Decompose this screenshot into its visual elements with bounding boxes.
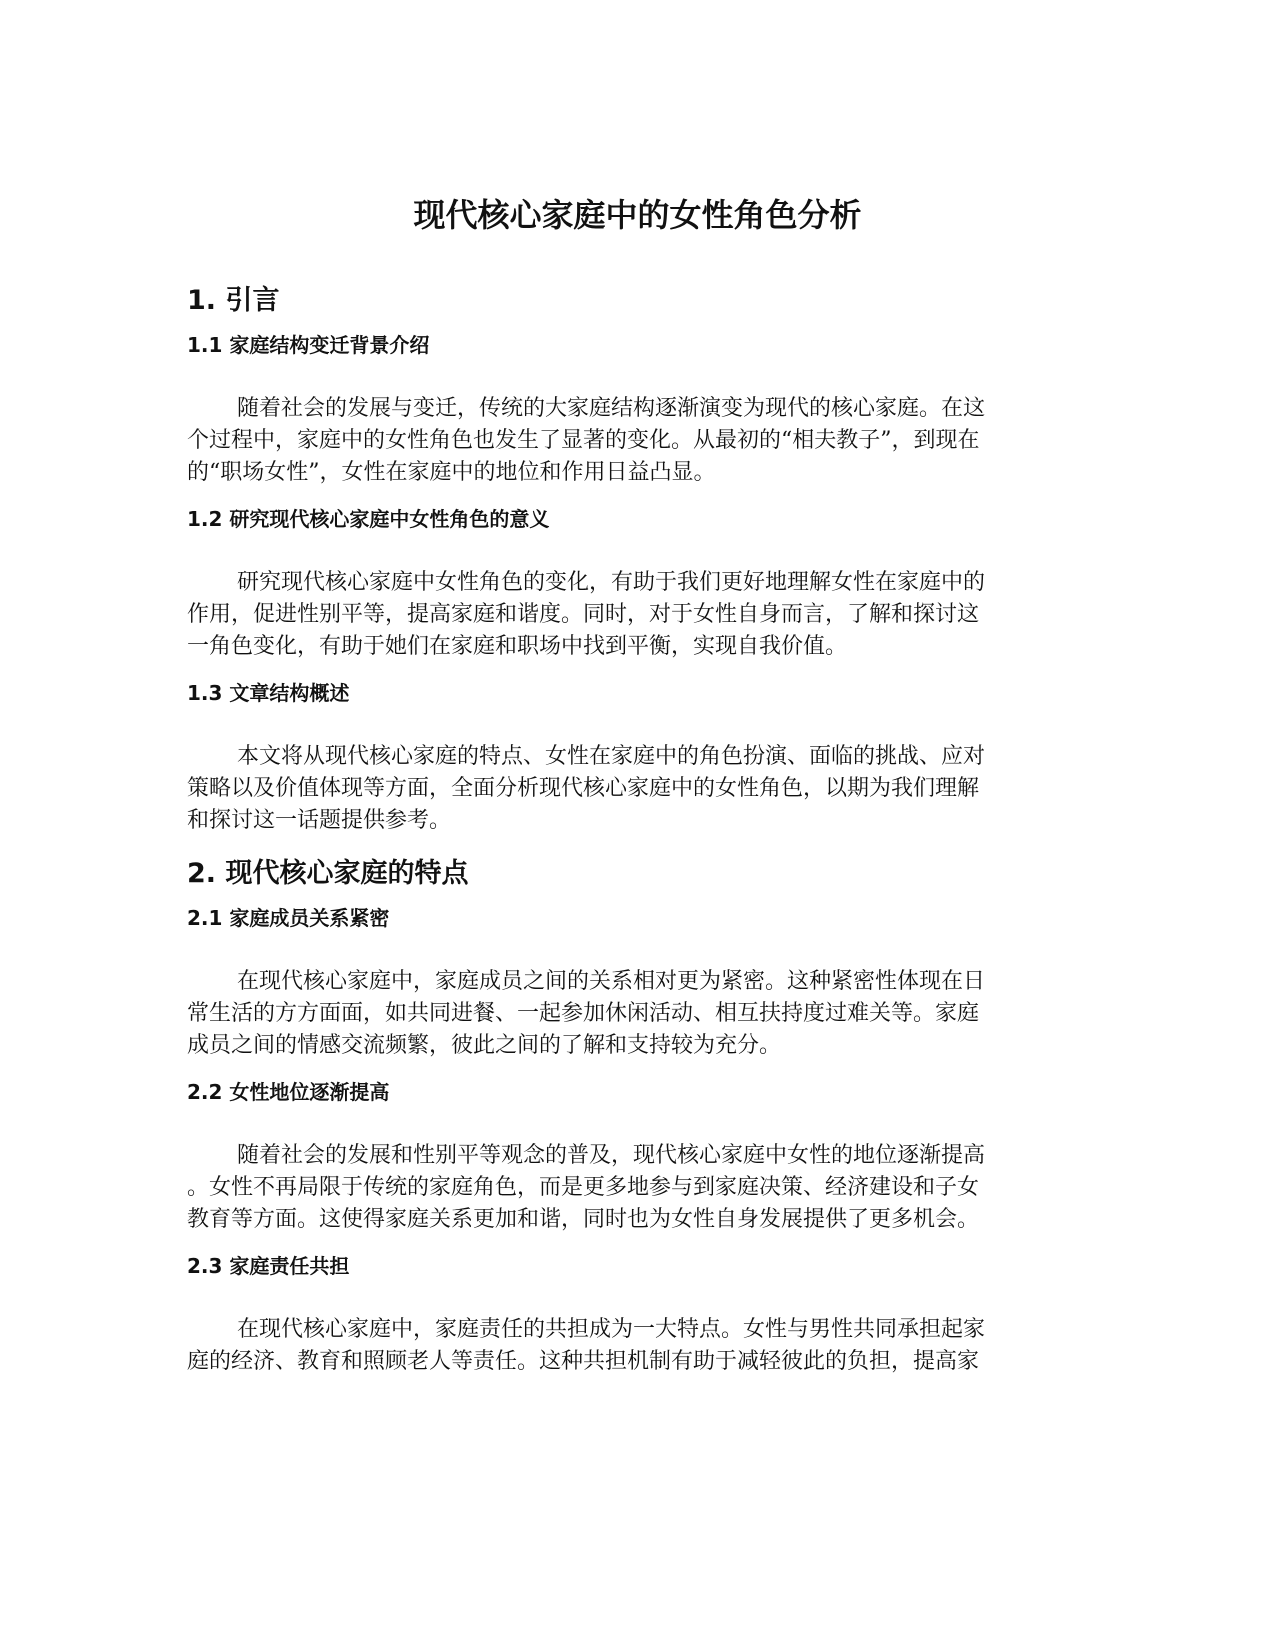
section-heading: 1. 引言	[187, 285, 280, 316]
paragraph	[187, 567, 1082, 663]
paragraph-line: 在现代核心家庭中，家庭责任的共担成为一大特点。女性与男性共同承担起家	[237, 1317, 986, 1342]
paragraph-line: 和探讨这一话题提供参考。	[187, 808, 452, 833]
subsection-heading: 1.3 文章结构概述	[187, 681, 350, 705]
paragraph-line: 在现代核心家庭中，家庭成员之间的关系相对更为紧密。这种紧密性体现在日	[237, 969, 986, 994]
subsection-heading: 1.2 研究现代核心家庭中女性角色的意义	[187, 507, 550, 531]
paragraph-line: 成员之间的情感交流频繁，彼此之间的了解和支持较为充分。	[187, 1033, 782, 1058]
subsection-heading: 2.3 家庭责任共担	[187, 1254, 350, 1278]
paragraph-line: 常生活的方方面面，如共同进餐、一起参加休闲活动、相互扶持度过难关等。家庭	[187, 1001, 980, 1026]
paragraph	[187, 1140, 1082, 1236]
paragraph-line: 策略以及价值体现等方面，全面分析现代核心家庭中的女性角色，以期为我们理解	[187, 776, 980, 801]
paragraph-line: 随着社会的发展与变迁，传统的大家庭结构逐渐演变为现代的核心家庭。在这	[237, 396, 986, 421]
paragraph-line: 研究现代核心家庭中女性角色的变化，有助于我们更好地理解女性在家庭中的	[237, 570, 986, 595]
subsection-heading: 1.1 家庭结构变迁背景介绍	[187, 333, 430, 357]
paragraph	[187, 741, 1082, 837]
paragraph	[187, 966, 1082, 1062]
paragraph-line: 庭的经济、教育和照顾老人等责任。这种共担机制有助于减轻彼此的负担，提高家	[187, 1349, 980, 1374]
paragraph-line: 本文将从现代核心家庭的特点、女性在家庭中的角色扮演、面临的挑战、应对	[237, 744, 986, 769]
document-title: 现代核心家庭中的女性角色分析	[413, 196, 862, 234]
paragraph	[187, 393, 1082, 489]
paragraph-line: 一角色变化，有助于她们在家庭和职场中找到平衡，实现自我价值。	[187, 634, 848, 659]
paragraph-line: 的“职场女性”，女性在家庭中的地位和作用日益凸显。	[187, 460, 716, 485]
subsection-heading: 2.1 家庭成员关系紧密	[187, 906, 390, 930]
paragraph-line: 。女性不再局限于传统的家庭角色，而是更多地参与到家庭决策、经济建设和子女	[187, 1175, 980, 1200]
paragraph-line: 作用，促进性别平等，提高家庭和谐度。同时，对于女性自身而言，了解和探讨这	[187, 602, 980, 627]
paragraph-line: 教育等方面。这使得家庭关系更加和谐，同时也为女性自身发展提供了更多机会。	[187, 1207, 980, 1232]
paragraph-line: 随着社会的发展和性别平等观念的普及，现代核心家庭中女性的地位逐渐提高	[237, 1143, 986, 1168]
section-heading: 2. 现代核心家庭的特点	[187, 858, 469, 889]
paragraph-line: 个过程中，家庭中的女性角色也发生了显著的变化。从最初的“相夫教子”，到现在	[187, 428, 980, 453]
subsection-heading: 2.2 女性地位逐渐提高	[187, 1080, 390, 1104]
paragraph	[187, 1314, 1082, 1378]
